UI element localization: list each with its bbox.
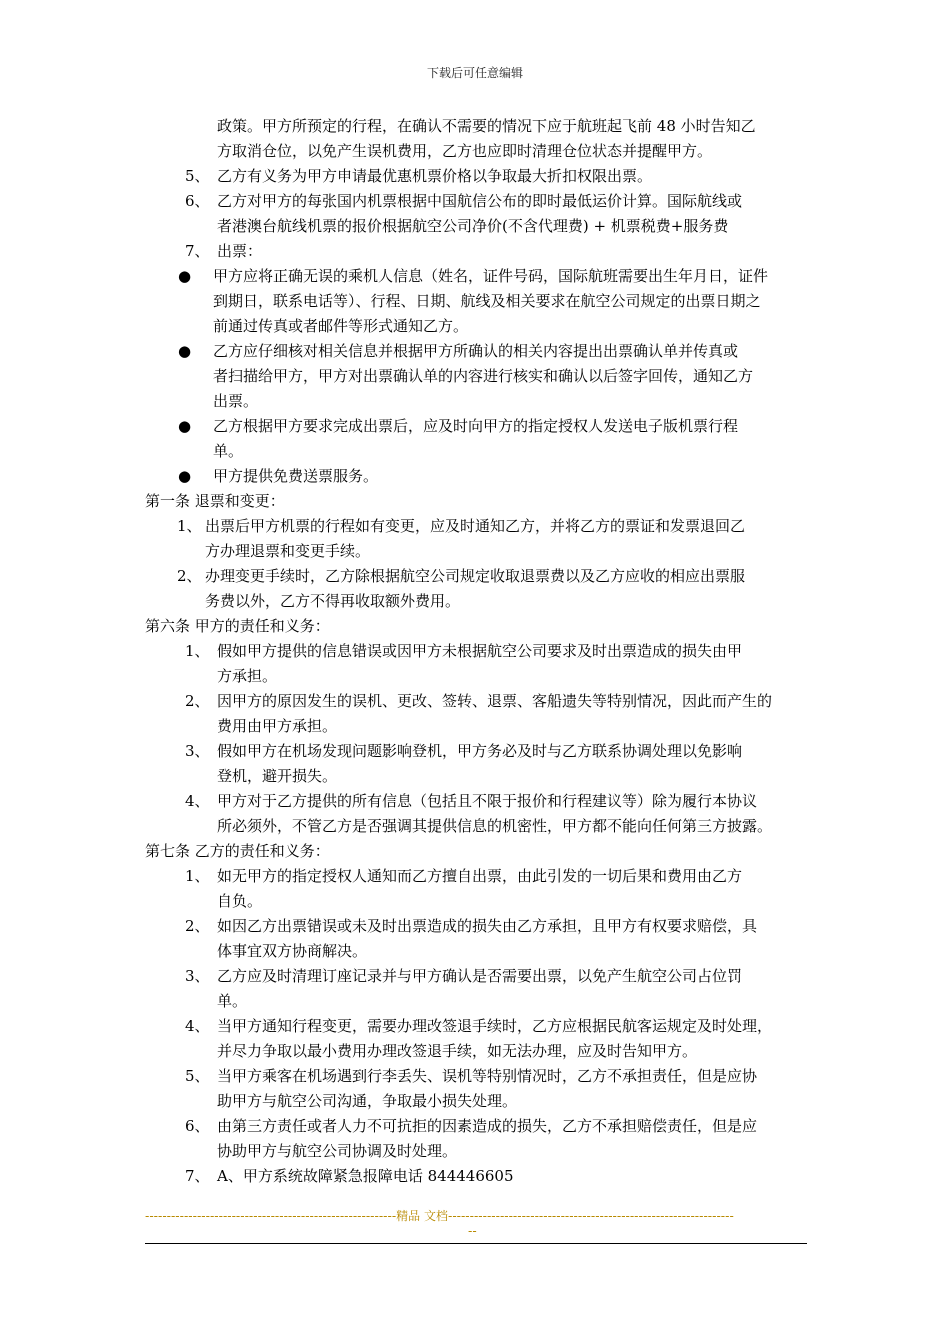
paragraph-line	[145, 764, 815, 789]
line-text: 如无甲方的指定授权人通知而乙方擅自出票，由此引发的一切后果和费用由乙方	[217, 867, 743, 885]
list-number: 7、	[185, 242, 210, 260]
paragraph-line	[145, 739, 815, 764]
footer-dashes-continued: --	[468, 1224, 477, 1238]
paragraph-line	[145, 989, 815, 1014]
footer-rule	[145, 1243, 807, 1244]
line-text: 因甲方的原因发生的误机、更改、签转、退票、客船遗失等特别情况，因此而产生的	[217, 692, 773, 710]
line-text: 并尽力争取以最小费用办理改签退手续，如无法办理，应及时告知甲方。	[217, 1042, 698, 1060]
paragraph-line	[145, 939, 815, 964]
line-text: 登机，避开损失。	[217, 767, 338, 785]
line-text: 政策。甲方所预定的行程，在确认不需要的情况下应于航班起飞前 48 小时告知乙	[217, 117, 756, 135]
paragraph-line	[145, 914, 815, 939]
line-text: 到期日，联系电话等）、行程、日期、航线及相关要求在航空公司规定的出票日期之	[213, 292, 761, 310]
list-number: 7、	[185, 1167, 210, 1185]
paragraph-line	[145, 1039, 815, 1064]
line-text: 费用由甲方承担。	[217, 717, 338, 735]
paragraph-line	[145, 689, 815, 714]
list-number: 5、	[185, 1067, 210, 1085]
line-text: 乙方有义务为甲方申请最优惠机票价格以争取最大折扣权限出票。	[217, 167, 653, 185]
list-number: 6、	[185, 1117, 210, 1135]
bullet-icon: ●	[178, 467, 192, 485]
line-text: 出票后甲方机票的行程如有变更，应及时通知乙方，并将乙方的票证和发票退回乙	[205, 517, 746, 535]
footer-label: 精品 文档	[396, 1209, 448, 1223]
line-text: 由第三方责任或者人力不可抗拒的因素造成的损失，乙方不承担赔偿责任，但是应	[217, 1117, 758, 1135]
paragraph-line	[145, 1089, 815, 1114]
paragraph-line	[145, 439, 815, 464]
paragraph-line	[145, 414, 815, 439]
line-text: 假如甲方提供的信息错误或因甲方未根据航空公司要求及时出票造成的损失由甲	[217, 642, 743, 660]
paragraph-line	[145, 214, 815, 239]
list-number: 1、	[185, 642, 210, 660]
line-text: 自负。	[217, 892, 263, 910]
list-number: 3、	[185, 967, 210, 985]
paragraph-line	[145, 864, 815, 889]
line-text: 甲方提供免费送票服务。	[213, 467, 379, 485]
paragraph-line	[145, 789, 815, 814]
line-text: 协助甲方与航空公司协调及时处理。	[217, 1142, 458, 1160]
line-text: 如因乙方出票错误或未及时出票造成的损失由乙方承担，且甲方有权要求赔偿，具	[217, 917, 758, 935]
line-text: 者扫描给甲方，甲方对出票确认单的内容进行核实和确认以后签字回传，通知乙方	[213, 367, 754, 385]
line-text: 乙方根据甲方要求完成出票后，应及时向甲方的指定授权人发送电子版机票行程	[213, 417, 739, 435]
list-number: 6、	[185, 192, 210, 210]
list-number: 3、	[185, 742, 210, 760]
line-text: 办理变更手续时，乙方除根据航空公司规定收取退票费以及乙方应收的相应出票服	[205, 567, 746, 585]
line-text: 体事宜双方协商解决。	[217, 942, 368, 960]
line-text: 乙方应及时清理订座记录并与甲方确认是否需要出票，以免产生航空公司占位罚	[217, 967, 743, 985]
paragraph-line	[145, 189, 815, 214]
footer-dashes-right: ------------------------------------------------------------------	[447, 1209, 734, 1223]
paragraph-line	[145, 464, 815, 489]
line-text: 当甲方乘客在机场遇到行李丢失、误机等特别情况时，乙方不承担责任，但是应协	[217, 1067, 758, 1085]
paragraph-line	[145, 1114, 815, 1139]
line-text: 所必须外，不管乙方是否强调其提供信息的机密性，甲方都不能向任何第三方披露。	[217, 817, 773, 835]
page-header: 下载后可任意编辑	[426, 66, 523, 80]
paragraph-line	[145, 1064, 815, 1089]
paragraph-line	[145, 1164, 815, 1189]
list-number: 4、	[185, 792, 210, 810]
bullet-icon: ●	[178, 342, 192, 360]
line-text: 第七条 乙方的责任和义务：	[145, 842, 330, 860]
paragraph-line	[145, 1014, 815, 1039]
line-text: 助甲方与航空公司沟通，争取最小损失处理。	[217, 1092, 518, 1110]
paragraph-line	[145, 164, 815, 189]
bullet-icon: ●	[178, 417, 192, 435]
paragraph-line	[145, 889, 815, 914]
line-text: 乙方对甲方的每张国内机票根据中国航信公布的即时最低运价计算。国际航线或	[217, 192, 743, 210]
paragraph-line	[145, 664, 815, 689]
line-text: 第六条 甲方的责任和义务：	[145, 617, 330, 635]
line-text: 出票：	[217, 242, 263, 260]
line-text: 前通过传真或者邮件等形式通知乙方。	[213, 317, 469, 335]
paragraph-line	[145, 539, 815, 564]
bullet-icon: ●	[178, 267, 192, 285]
list-number: 1、	[185, 867, 210, 885]
footer-dashes-left: ----------------------------------------------------------	[145, 1209, 397, 1223]
line-text: 单。	[213, 442, 244, 460]
section-heading	[145, 614, 815, 639]
paragraph-line	[145, 964, 815, 989]
list-number: 2、	[177, 567, 202, 585]
line-text: 单。	[217, 992, 248, 1010]
line-text: 甲方对于乙方提供的所有信息（包括且不限于报价和行程建议等）除为履行本协议	[217, 792, 758, 810]
paragraph-line	[145, 139, 815, 164]
paragraph-line	[145, 589, 815, 614]
paragraph-line	[145, 639, 815, 664]
paragraph-line	[145, 114, 815, 139]
list-number: 2、	[185, 917, 210, 935]
line-text: 当甲方通知行程变更，需要办理改签退手续时，乙方应根据民航客运规定及时处理，	[217, 1017, 773, 1035]
paragraph-line	[145, 314, 815, 339]
paragraph-line	[145, 239, 815, 264]
section-heading	[145, 839, 815, 864]
paragraph-line	[145, 264, 815, 289]
line-text: 方承担。	[217, 667, 278, 685]
document-body	[145, 114, 815, 1189]
paragraph-line	[145, 814, 815, 839]
list-number: 1、	[177, 517, 202, 535]
line-text: 者港澳台航线机票的报价根据航空公司净价(不含代理费) + 机票税费+服务费	[217, 217, 729, 235]
line-text: A、甲方系统故障紧急报障电话 844446605	[217, 1167, 514, 1185]
list-number: 4、	[185, 1017, 210, 1035]
paragraph-line	[145, 364, 815, 389]
paragraph-line	[145, 564, 815, 589]
list-number: 2、	[185, 692, 210, 710]
line-text: 方取消仓位，以免产生误机费用，乙方也应即时清理仓位状态并提醒甲方。	[217, 142, 713, 160]
line-text: 乙方应仔细核对相关信息并根据甲方所确认的相关内容提出出票确认单并传真或	[213, 342, 739, 360]
paragraph-line	[145, 1139, 815, 1164]
paragraph-line	[145, 714, 815, 739]
footer-banner	[145, 1208, 807, 1224]
paragraph-line	[145, 514, 815, 539]
paragraph-line	[145, 289, 815, 314]
section-heading	[145, 489, 815, 514]
paragraph-line	[145, 389, 815, 414]
line-text: 务费以外，乙方不得再收取额外费用。	[205, 592, 461, 610]
line-text: 出票。	[213, 392, 259, 410]
line-text: 第一条 退票和变更：	[145, 492, 285, 510]
line-text: 假如甲方在机场发现问题影响登机，甲方务必及时与乙方联系协调处理以免影响	[217, 742, 743, 760]
line-text: 方办理退票和变更手续。	[205, 542, 371, 560]
line-text: 甲方应将正确无误的乘机人信息（姓名，证件号码，国际航班需要出生年月日，证件	[213, 267, 769, 285]
list-number: 5、	[185, 167, 210, 185]
paragraph-line	[145, 339, 815, 364]
